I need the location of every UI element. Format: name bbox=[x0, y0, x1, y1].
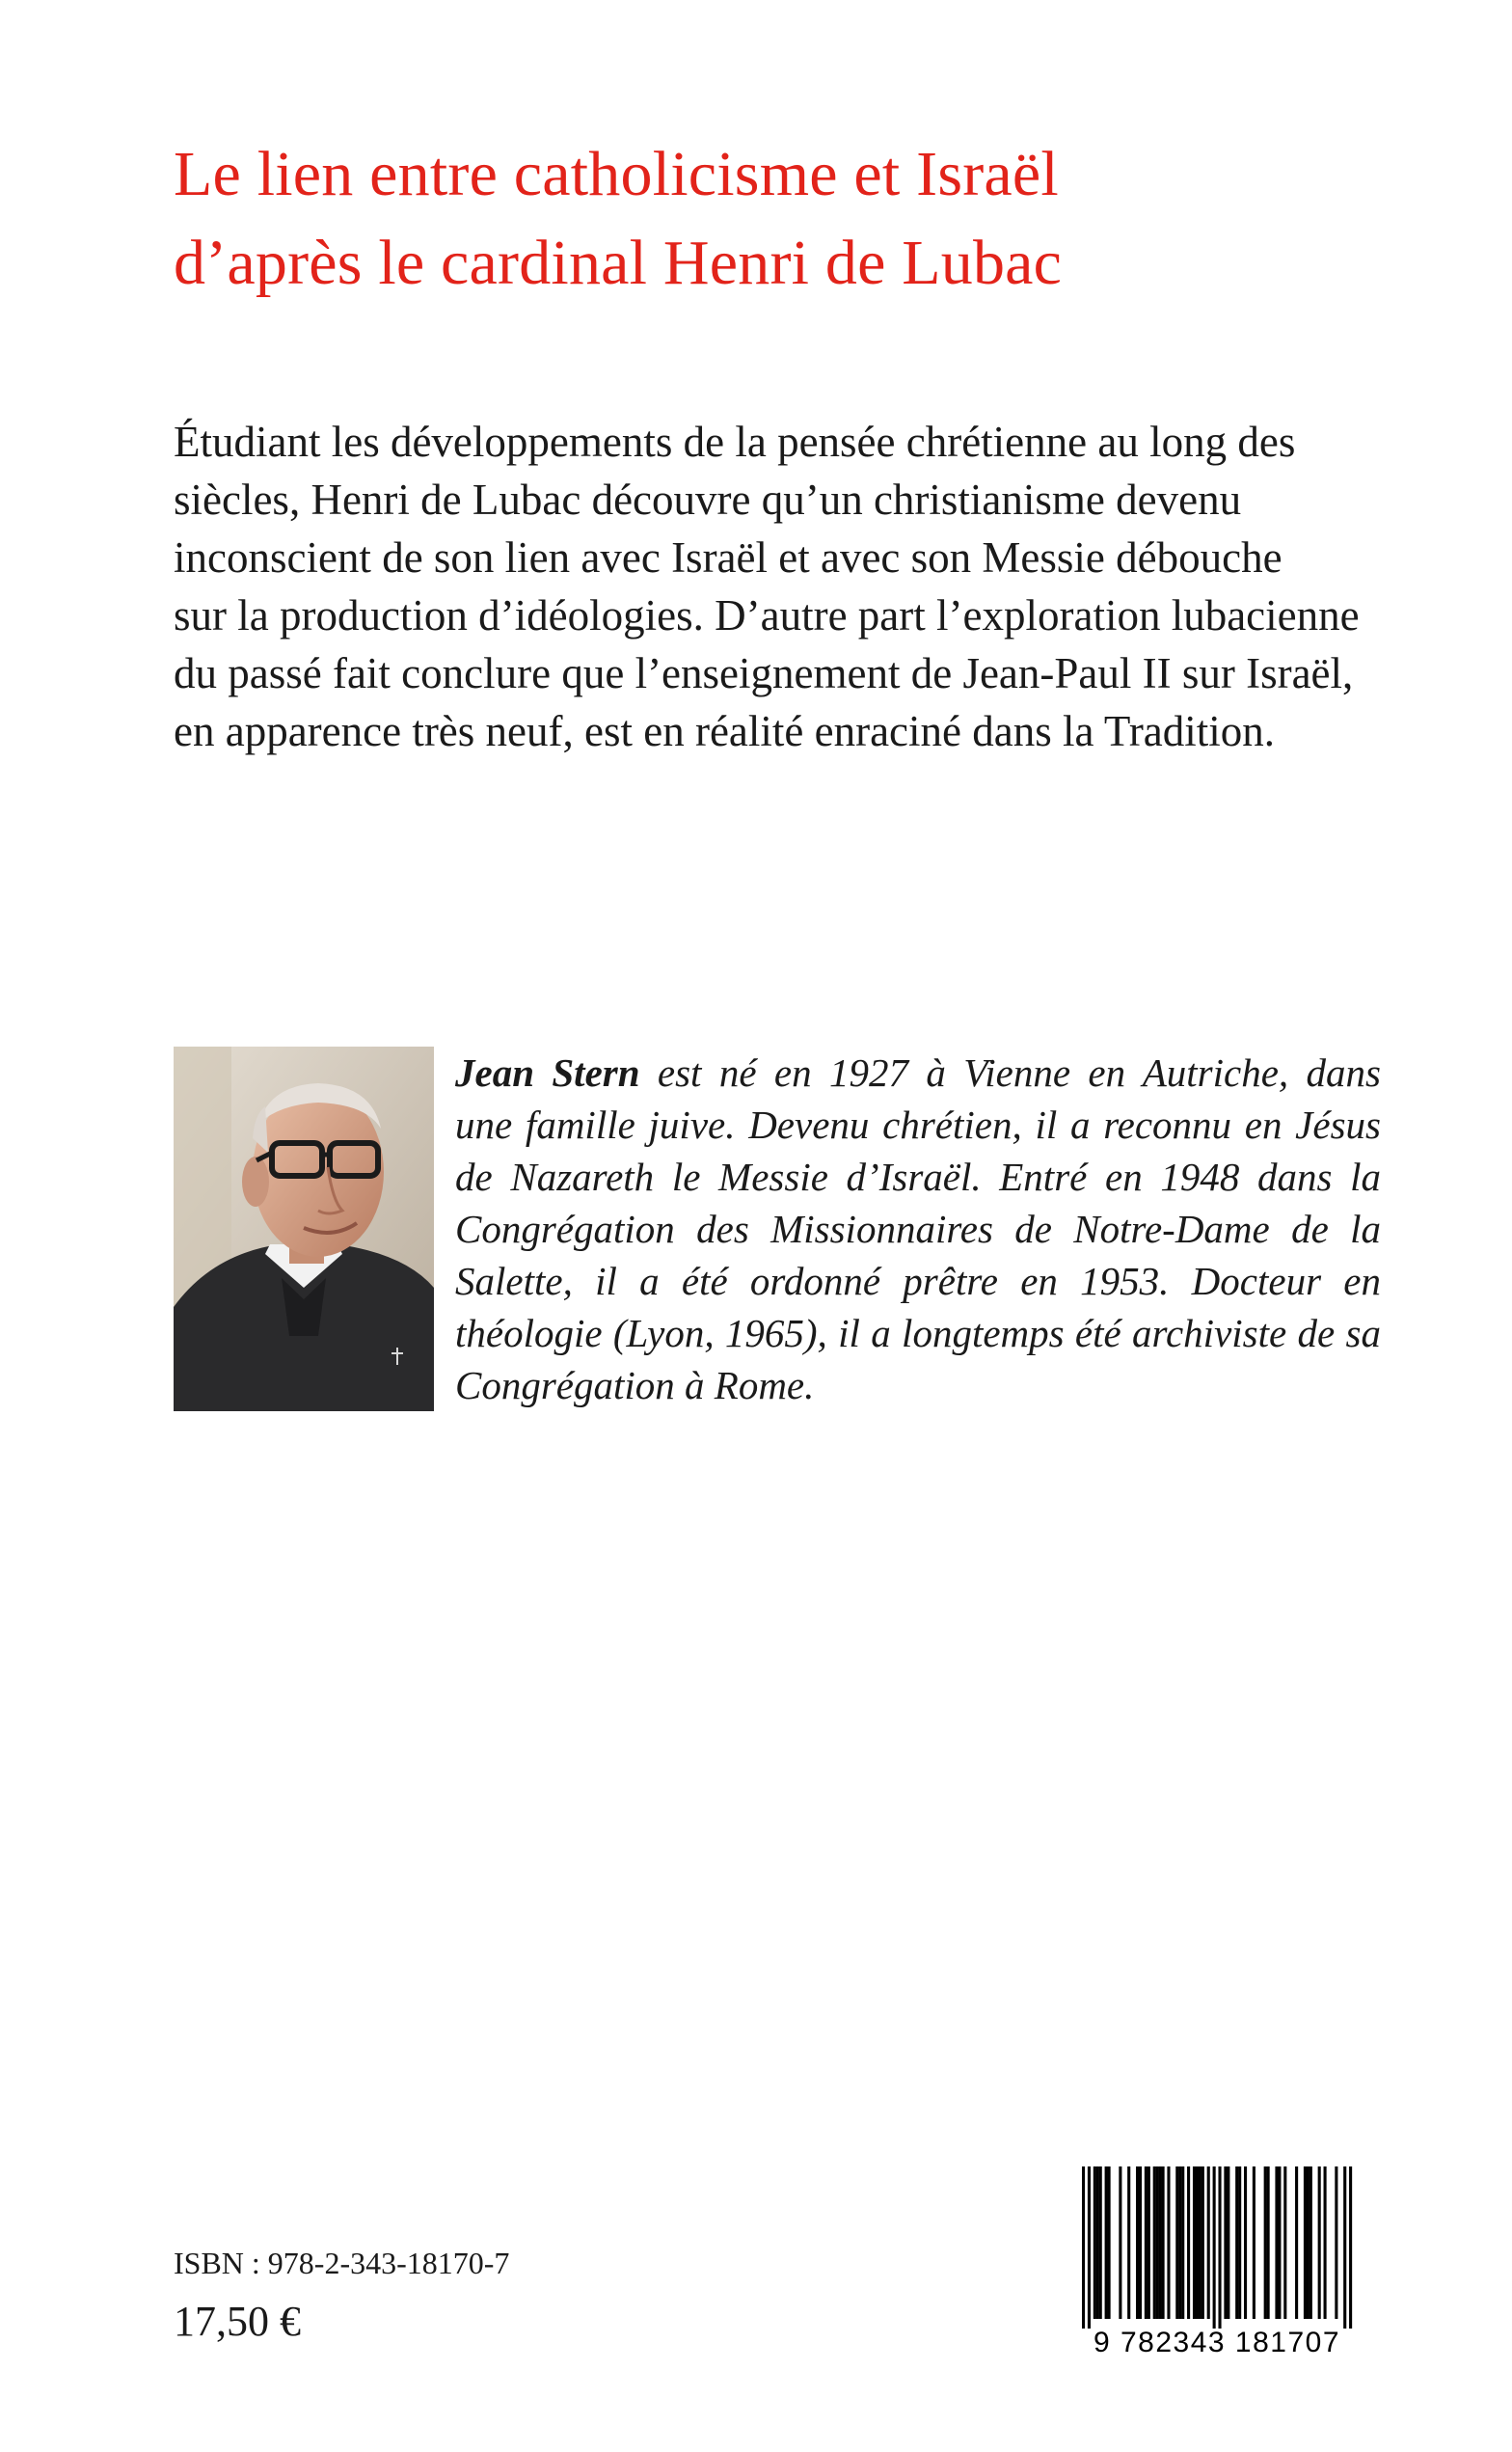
barcode-bar bbox=[1318, 2166, 1321, 2319]
barcode-bar bbox=[1096, 2166, 1099, 2319]
barcode-bar bbox=[1136, 2166, 1139, 2319]
summary-line: inconscient de son lien avec Israël et avec son Messie débouche bbox=[174, 533, 1282, 582]
barcode-digits: 9 782343 181707 bbox=[1093, 2327, 1341, 2357]
barcode-bar bbox=[1162, 2166, 1165, 2319]
barcode-bar bbox=[1310, 2166, 1312, 2319]
bio-line: théologie (Lyon, 1965), il a longtemps été archiviste de sa bbox=[455, 1311, 1381, 1355]
barcode-bar bbox=[1244, 2166, 1247, 2319]
barcode-bar bbox=[1139, 2166, 1142, 2319]
barcode-bar bbox=[1088, 2166, 1091, 2329]
barcode-bar bbox=[1278, 2166, 1281, 2319]
barcode-bar bbox=[1238, 2166, 1241, 2319]
barcode-bar bbox=[1224, 2166, 1227, 2319]
author-name: Jean Stern bbox=[455, 1050, 640, 1095]
barcode-bar bbox=[1218, 2166, 1221, 2329]
barcode-bar bbox=[1335, 2166, 1337, 2319]
summary-line: du passé fait conclure que l’enseignement de Jean-Paul II sur Israël, bbox=[174, 649, 1354, 697]
author-biography bbox=[455, 1047, 1381, 1411]
barcode-bar bbox=[1349, 2166, 1352, 2329]
barcode-bar bbox=[1099, 2166, 1102, 2319]
bio-line bbox=[455, 1047, 1381, 1099]
barcode-bar bbox=[1304, 2166, 1307, 2319]
summary-line: sur la production d’idéologies. D’autre part l’exploration lubacienne bbox=[174, 591, 1360, 640]
barcode-bar bbox=[1159, 2166, 1162, 2319]
book-title-line-2: d’après le cardinal Henri de Lubac bbox=[174, 228, 1063, 298]
isbn-label: ISBN : 978-2-343-18170-7 bbox=[174, 2246, 510, 2280]
barcode-bar bbox=[1127, 2166, 1130, 2319]
barcode-bar bbox=[1178, 2166, 1181, 2319]
barcode-bar bbox=[1193, 2166, 1196, 2319]
ean13-barcode-icon bbox=[1068, 2163, 1365, 2357]
barcode-bar bbox=[1181, 2166, 1184, 2319]
summary-line: siècles, Henri de Lubac découvre qu’un christianisme devenu bbox=[174, 476, 1242, 524]
barcode-bar bbox=[1207, 2166, 1210, 2319]
price-label: 17,50 € bbox=[174, 2298, 301, 2345]
barcode-bar bbox=[1196, 2166, 1199, 2319]
barcode-bar bbox=[1343, 2166, 1346, 2329]
bio-line: Congrégation à Rome. bbox=[455, 1363, 815, 1407]
barcode-bar bbox=[1324, 2166, 1327, 2319]
barcode-bar bbox=[1082, 2166, 1085, 2329]
barcode-bar bbox=[1167, 2166, 1170, 2319]
book-title bbox=[174, 130, 1389, 308]
barcode-bar bbox=[1283, 2166, 1286, 2319]
barcode-bar bbox=[1202, 2166, 1204, 2319]
barcode-bar bbox=[1227, 2166, 1229, 2319]
author-photo bbox=[174, 1047, 434, 1411]
barcode-bar bbox=[1275, 2166, 1278, 2319]
barcode-bar bbox=[1145, 2166, 1148, 2319]
bio-line-text: est né en 1927 à Vienne en Autriche, dans bbox=[639, 1050, 1381, 1095]
barcode-bar bbox=[1267, 2166, 1270, 2319]
barcode-bar bbox=[1108, 2166, 1111, 2319]
barcode-bar bbox=[1094, 2166, 1096, 2319]
barcode-bar bbox=[1187, 2166, 1190, 2319]
barcode-bar bbox=[1105, 2166, 1108, 2319]
barcode-bar bbox=[1295, 2166, 1298, 2319]
barcode-bar bbox=[1199, 2166, 1202, 2319]
barcode-bar bbox=[1235, 2166, 1238, 2319]
barcode-bar bbox=[1156, 2166, 1159, 2319]
barcode-bar bbox=[1307, 2166, 1310, 2319]
barcode-bar bbox=[1175, 2166, 1178, 2319]
barcode-bar bbox=[1148, 2166, 1150, 2319]
barcode-bar bbox=[1264, 2166, 1267, 2319]
barcode-bar bbox=[1213, 2166, 1216, 2329]
summary-line: Étudiant les développements de la pensée chrétienne au long des bbox=[174, 418, 1296, 466]
author-portrait-icon bbox=[174, 1047, 434, 1411]
bio-line: de Nazareth le Messie d’Israël. Entré en 1948 dans la bbox=[455, 1155, 1381, 1199]
barcode-bar bbox=[1119, 2166, 1121, 2319]
barcode bbox=[1068, 2163, 1365, 2357]
bio-line: Salette, il a été ordonné prêtre en 1953. Docteur en bbox=[455, 1259, 1381, 1303]
summary-line: en apparence très neuf, est en réalité enraciné dans la Tradition. bbox=[174, 707, 1276, 755]
bio-line: une famille juive. Devenu chrétien, il a reconnu en Jésus bbox=[455, 1103, 1381, 1147]
bio-line: Congrégation des Missionnaires de Notre-Dame de la bbox=[455, 1207, 1381, 1251]
barcode-bar bbox=[1153, 2166, 1156, 2319]
book-title-line-1: Le lien entre catholicisme et Israël bbox=[174, 139, 1059, 209]
barcode-bar bbox=[1253, 2166, 1256, 2319]
book-summary bbox=[174, 413, 1379, 760]
